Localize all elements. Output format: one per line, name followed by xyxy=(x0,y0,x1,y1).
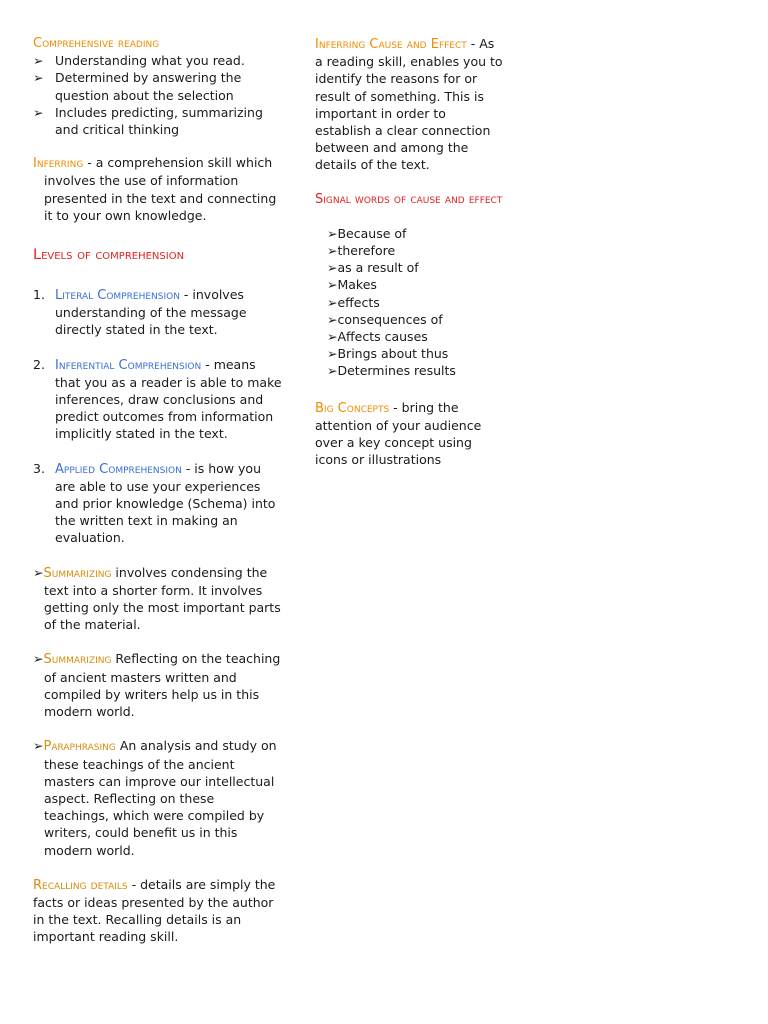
summarizing-paragraph: ➢Summarizing involves condensing the text into a shorter form. It involves getting only the most important parts of the material. xyxy=(33,564,281,633)
list-item: ➢ Understanding what you read. xyxy=(33,53,245,69)
list-item: 3. Applied Comprehension - is how you are able to use your experiences and prior knowledge (Schema) into the written text in making an evaluation. xyxy=(33,460,276,546)
cause-effect-term: Inferring Cause and Effect xyxy=(315,37,467,52)
list-item: ➢Brings about thus xyxy=(327,346,449,362)
list-item: ➢ Includes predicting, summarizing and critical thinking xyxy=(33,104,263,138)
arrow-bullet-icon: ➢ xyxy=(33,53,44,69)
arrow-bullet-icon: ➢ xyxy=(33,104,44,120)
list-item: ➢effects xyxy=(327,294,380,310)
inferring-paragraph: Inferring - a comprehension skill which involves the use of information presented in the text and connecting it to your own knowledge. xyxy=(33,155,277,223)
arrow-bullet-icon: ➢ xyxy=(327,277,338,293)
literal-comprehension-term: Literal Comprehension xyxy=(55,288,180,304)
arrow-bullet-icon: ➢ xyxy=(327,260,338,276)
arrow-bullet-icon: ➢ xyxy=(33,70,44,86)
inferring-term: Inferring xyxy=(33,156,84,172)
levels-heading: Levels of comprehension xyxy=(33,247,185,264)
list-item: ➢Because of xyxy=(327,225,407,241)
arrow-bullet-icon: ➢ xyxy=(327,363,338,379)
levels-list xyxy=(33,286,283,547)
list-item: ➢Affects causes xyxy=(327,329,428,345)
recalling-details-paragraph: Recalling details - details are simply the facts or ideas presented by the author in the text. Recalling details is an important reading skill. xyxy=(33,876,276,945)
signal-words-heading: Signal words of cause and effect xyxy=(315,191,503,207)
right-column xyxy=(315,35,505,468)
arrow-bullet-icon: ➢ xyxy=(33,651,44,667)
big-concepts-term: Big Concepts xyxy=(315,400,390,416)
arrow-bullet-icon: ➢ xyxy=(33,738,44,754)
list-item: ➢Makes xyxy=(327,277,377,293)
summarizing-paragraph-2: ➢Summarizing Reflecting on the teaching of ancient masters written and compiled by writers help us in this modern world. xyxy=(33,651,281,720)
cause-effect-paragraph: Inferring Cause and Effect - As a reading skill, enables you to identify the reasons for or result of something. This is important in order to establish a clear connection between and among the details of the text. xyxy=(315,36,503,173)
arrow-bullet-icon: ➢ xyxy=(327,294,338,310)
summarizing-term: Summarizing xyxy=(43,652,112,668)
list-item: 2. Inferential Comprehension - means that you as a reader is able to make inferences, draw conclusions and predict outcomes from information implicitly stated in the text. xyxy=(33,356,282,442)
applied-comprehension-term: Applied Comprehension xyxy=(55,461,182,477)
arrow-bullet-icon: ➢ xyxy=(327,243,338,259)
comprehensive-reading-list xyxy=(33,52,283,138)
list-item: ➢ Determined by answering the question about the selection xyxy=(33,70,242,103)
big-concepts-paragraph: Big Concepts - bring the attention of your audience over a key concept using icons or illustrations xyxy=(315,399,482,468)
list-item: 1. Literal Comprehension - involves understanding of the message directly stated in the text. xyxy=(33,287,247,338)
paraphrasing-paragraph: ➢Paraphrasing An analysis and study on these teachings of the ancient masters can improve our intellectual aspect. Reflecting on these teachings, which were compiled by writers, could benefit us in this modern world. xyxy=(33,738,277,858)
arrow-bullet-icon: ➢ xyxy=(327,311,338,327)
comprehensive-reading-heading: Comprehensive reading xyxy=(33,36,160,51)
list-item: ➢consequences of xyxy=(327,311,443,327)
comprehensive-reading-section xyxy=(33,35,283,138)
list-item: ➢therefore xyxy=(327,243,396,259)
arrow-bullet-icon: ➢ xyxy=(327,225,338,241)
signal-words-list xyxy=(315,225,505,380)
arrow-bullet-icon: ➢ xyxy=(327,329,338,345)
list-item: ➢as a result of xyxy=(327,260,419,276)
list-item: ➢Determines results xyxy=(327,363,456,379)
inferential-comprehension-term: Inferential Comprehension xyxy=(55,357,202,373)
recalling-details-term: Recalling details xyxy=(33,877,128,893)
paraphrasing-term: Paraphrasing xyxy=(43,739,116,755)
summarizing-term: Summarizing xyxy=(43,565,112,581)
arrow-bullet-icon: ➢ xyxy=(327,346,338,362)
left-column xyxy=(33,35,283,946)
arrow-bullet-icon: ➢ xyxy=(33,564,44,580)
